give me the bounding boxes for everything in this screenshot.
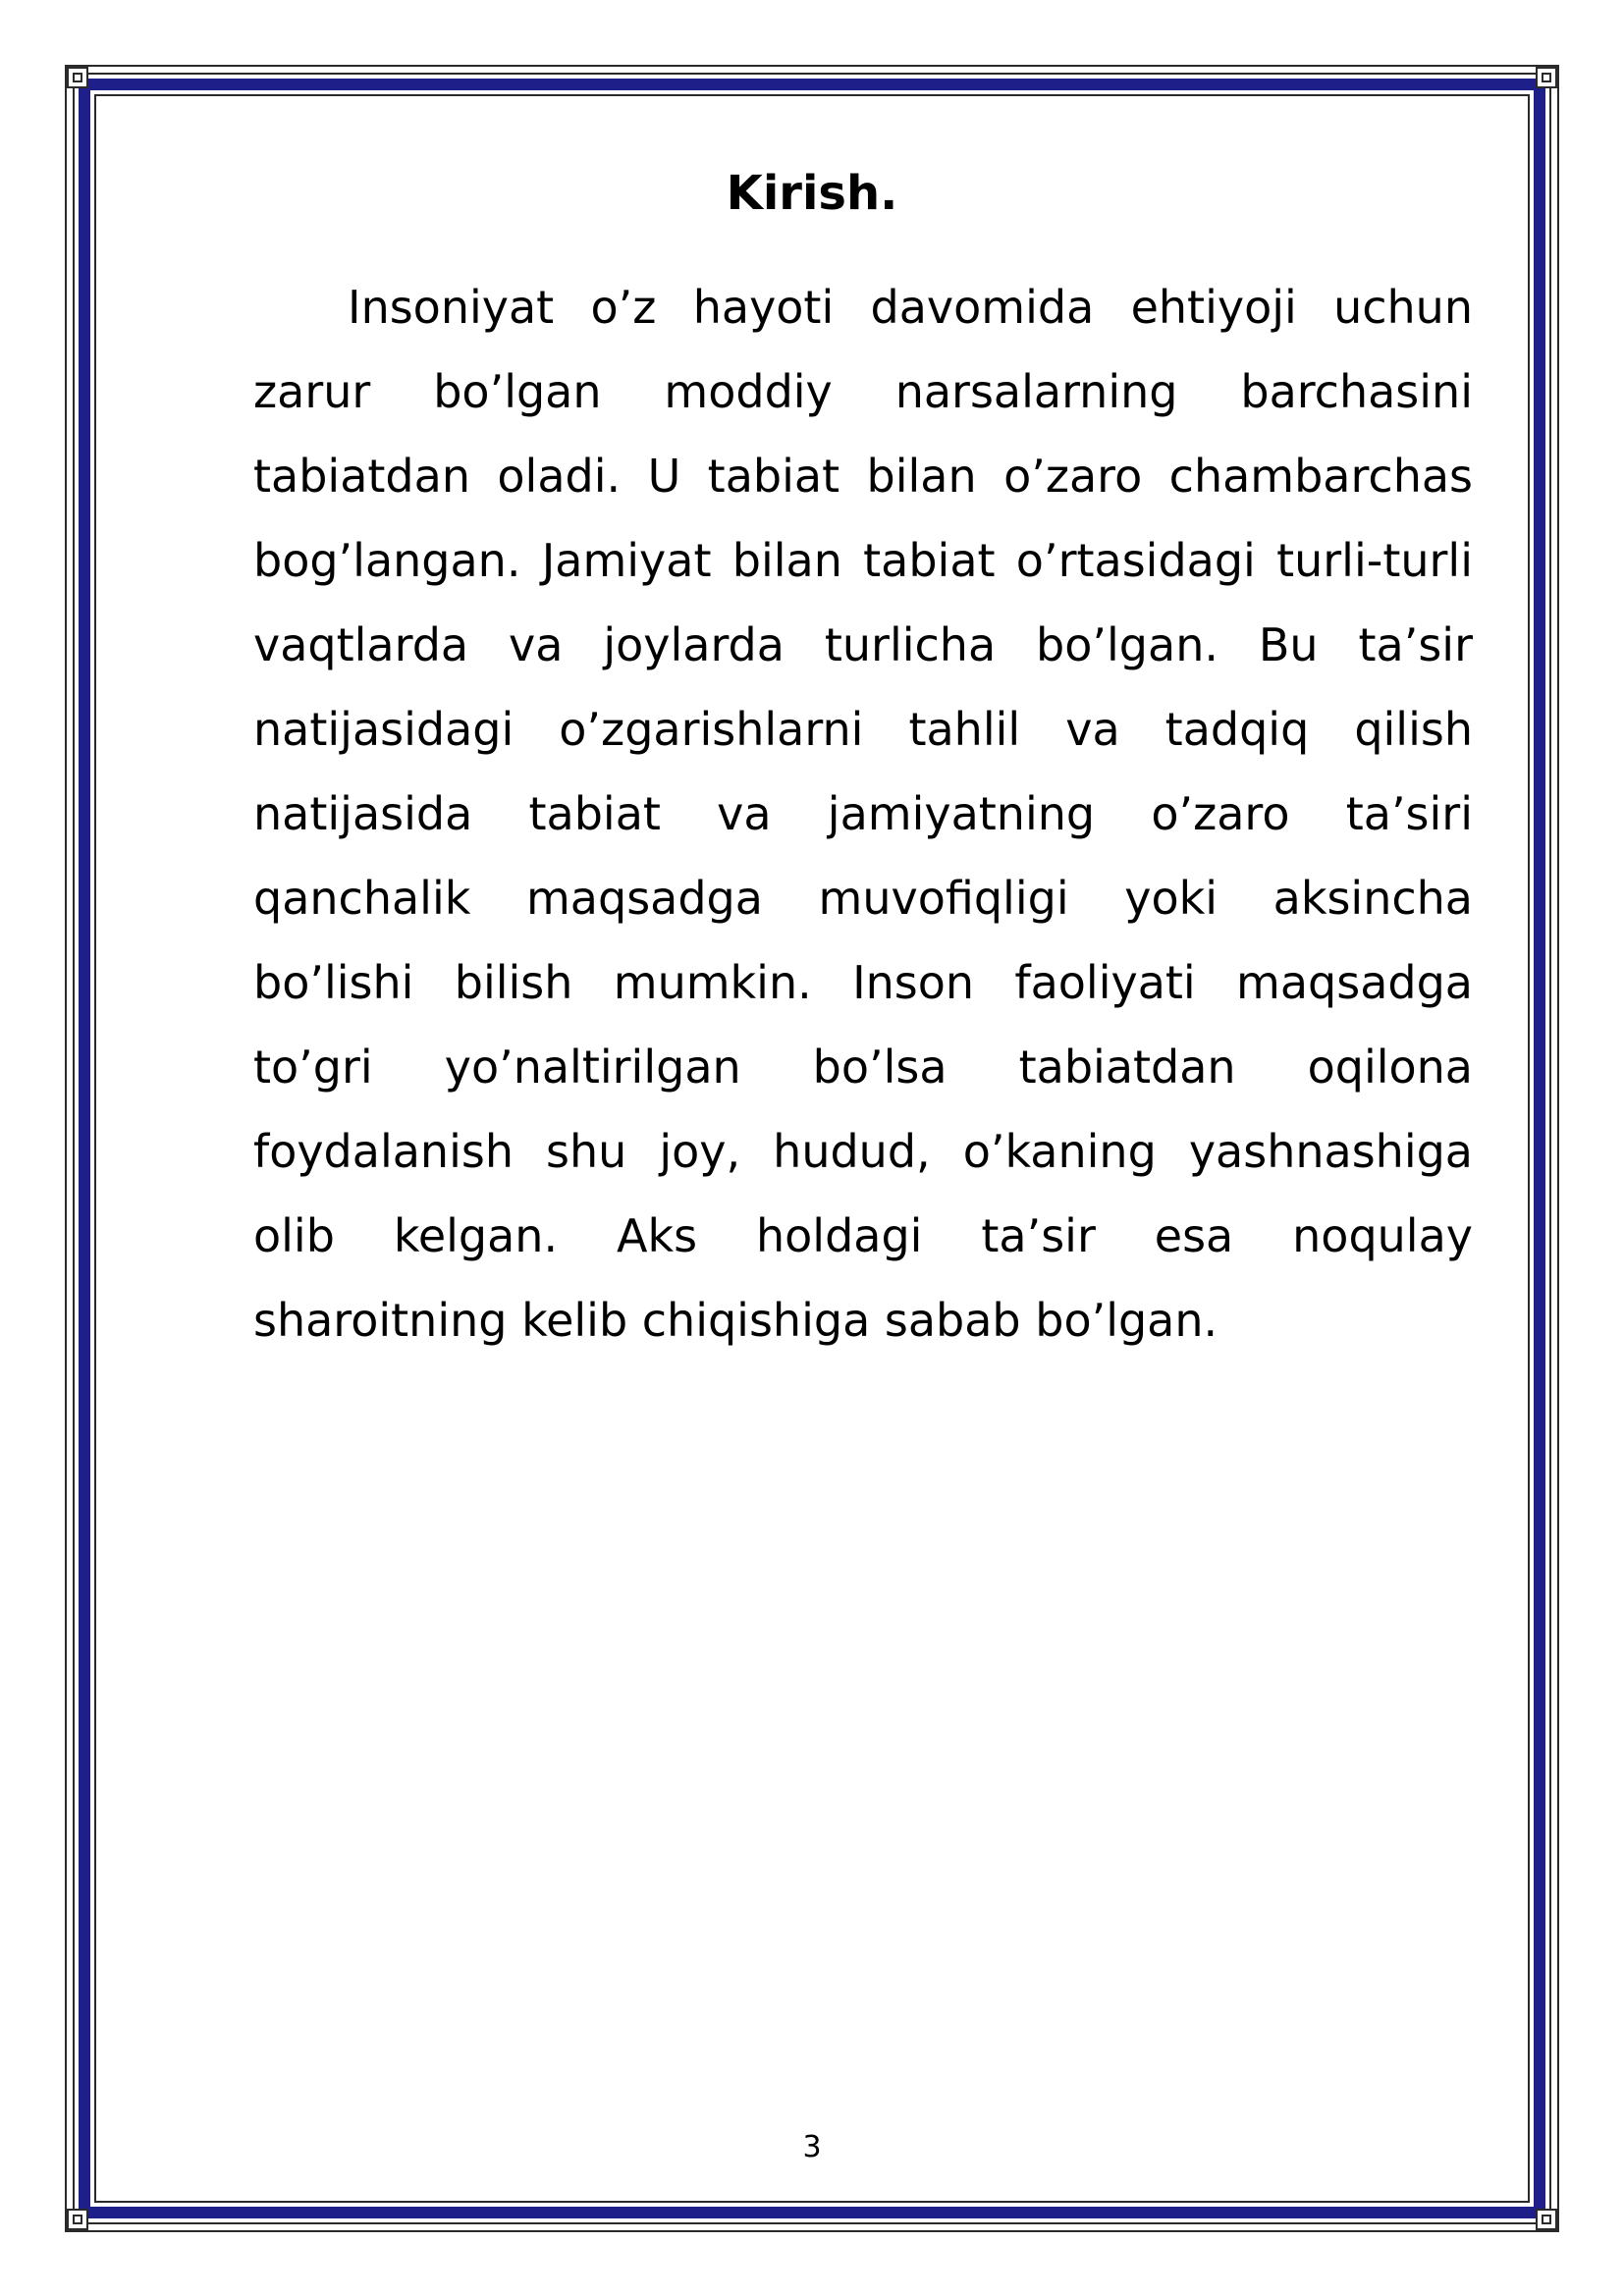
page-title: Kirish. bbox=[726, 166, 898, 221]
border-corner-ornament bbox=[1536, 2209, 1557, 2230]
border-corner-ornament bbox=[1536, 67, 1557, 88]
page-number: 3 bbox=[802, 2130, 822, 2164]
border-corner-ornament bbox=[67, 67, 88, 88]
border-corner-ornament bbox=[67, 2209, 88, 2230]
body-paragraph: Insoniyat o’z hayoti davomida ehtiyoji uchun zarur bo’lgan moddiy narsalarning barchasini tabiatdan oladi. U tabiat bilan o’zaro chambarchas bog’langan. Jamiyat bilan tabiat o’rtasidagi turli-turli vaqtlarda va joylarda turlicha bo’lgan. Bu ta’sir natijasidagi o’zgarishlarni tahlil va tadqiq qilish natijasida tabiat va jamiyatning o’zaro ta’siri qanchalik maqsadga muvofiqligi yoki aksincha bo’lishi bilish mumkin. Inson faoliyati maqsadga to’gri yo’naltirilgan bo’lsa tabiatdan oqilona foydalanish shu joy, hudud, o’kaning yashnashiga olib kelgan. Aks holdagi ta’sir esa noqulay sharoitning kelib chiqishiga sabab bo’lgan. bbox=[253, 281, 1473, 1347]
